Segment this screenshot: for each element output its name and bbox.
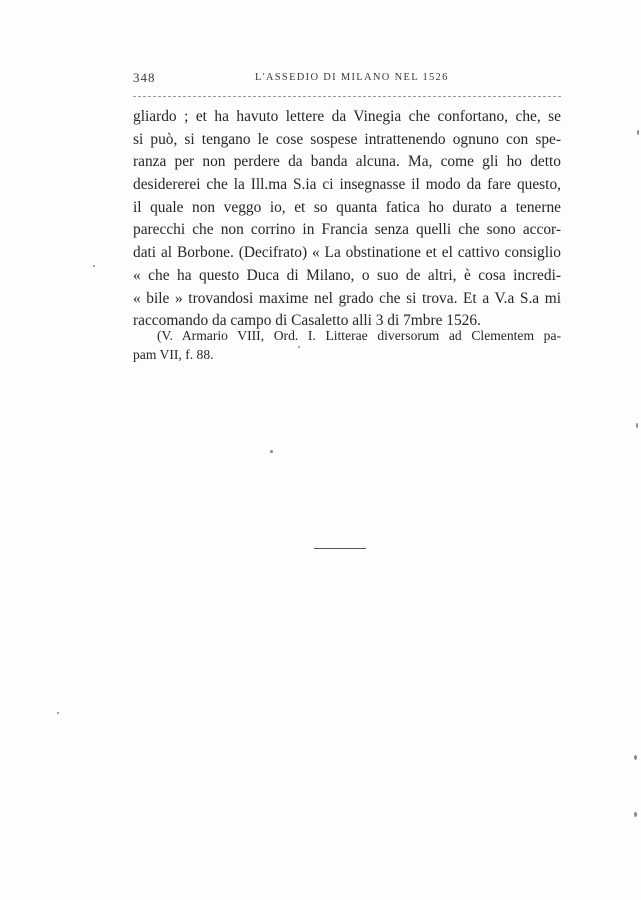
body-line: si può, si tengano le cose sospese intrattenendo ognuno con spe- [133,130,561,148]
scan-speck [637,130,639,135]
body-line: ranza per non perdere da banda alcuna. Ma, come gli ho detto [133,153,561,171]
body-line: raccomando da campo di Casaletto alli 3 di 7mbre 1526. [133,312,481,330]
scan-speck [634,812,637,817]
running-head [133,70,561,90]
citation-line: pam VII, f. 88. [133,347,214,362]
page-number: 348 [133,70,156,85]
body-line: « che ha questo Duca di Milano, o suo de altri, è cosa incredi- [133,266,561,284]
scan-speck [298,346,300,348]
end-rule [314,548,366,549]
scan-speck [634,755,637,760]
body-line: « bile » trovandosi maxime nel grado che si trova. Et a V.a S.a mi [133,289,561,307]
body-line: parecchi che non corrino in Francia senza quelli che sono accor- [133,221,561,239]
letter-body [133,106,561,333]
body-line: gliardo ; et ha havuto lettere da Vinegia che confortano, che, se [133,108,561,125]
body-line: il quale non veggo io, et so quanta fatica ho durato a tenerne [133,198,561,216]
citation-line: (V. Armario VIII, Ord. I. Litterae diversorum ad Clementem pa- [157,328,561,343]
archive-citation [133,326,561,364]
scan-speck [57,712,59,714]
running-title: L'ASSEDIO DI MILANO NEL 1526 [255,72,449,83]
scan-speck [270,450,273,453]
header-rule [133,96,561,97]
scan-speck [636,423,638,428]
body-line: dati al Borbone. (Decifrato) « La obstinatione et el cattivo consiglio [133,244,561,262]
body-line: desidererei che la Ill.ma S.ia ci insegnasse il modo da fare questo, [133,176,561,194]
scan-speck [93,265,95,267]
